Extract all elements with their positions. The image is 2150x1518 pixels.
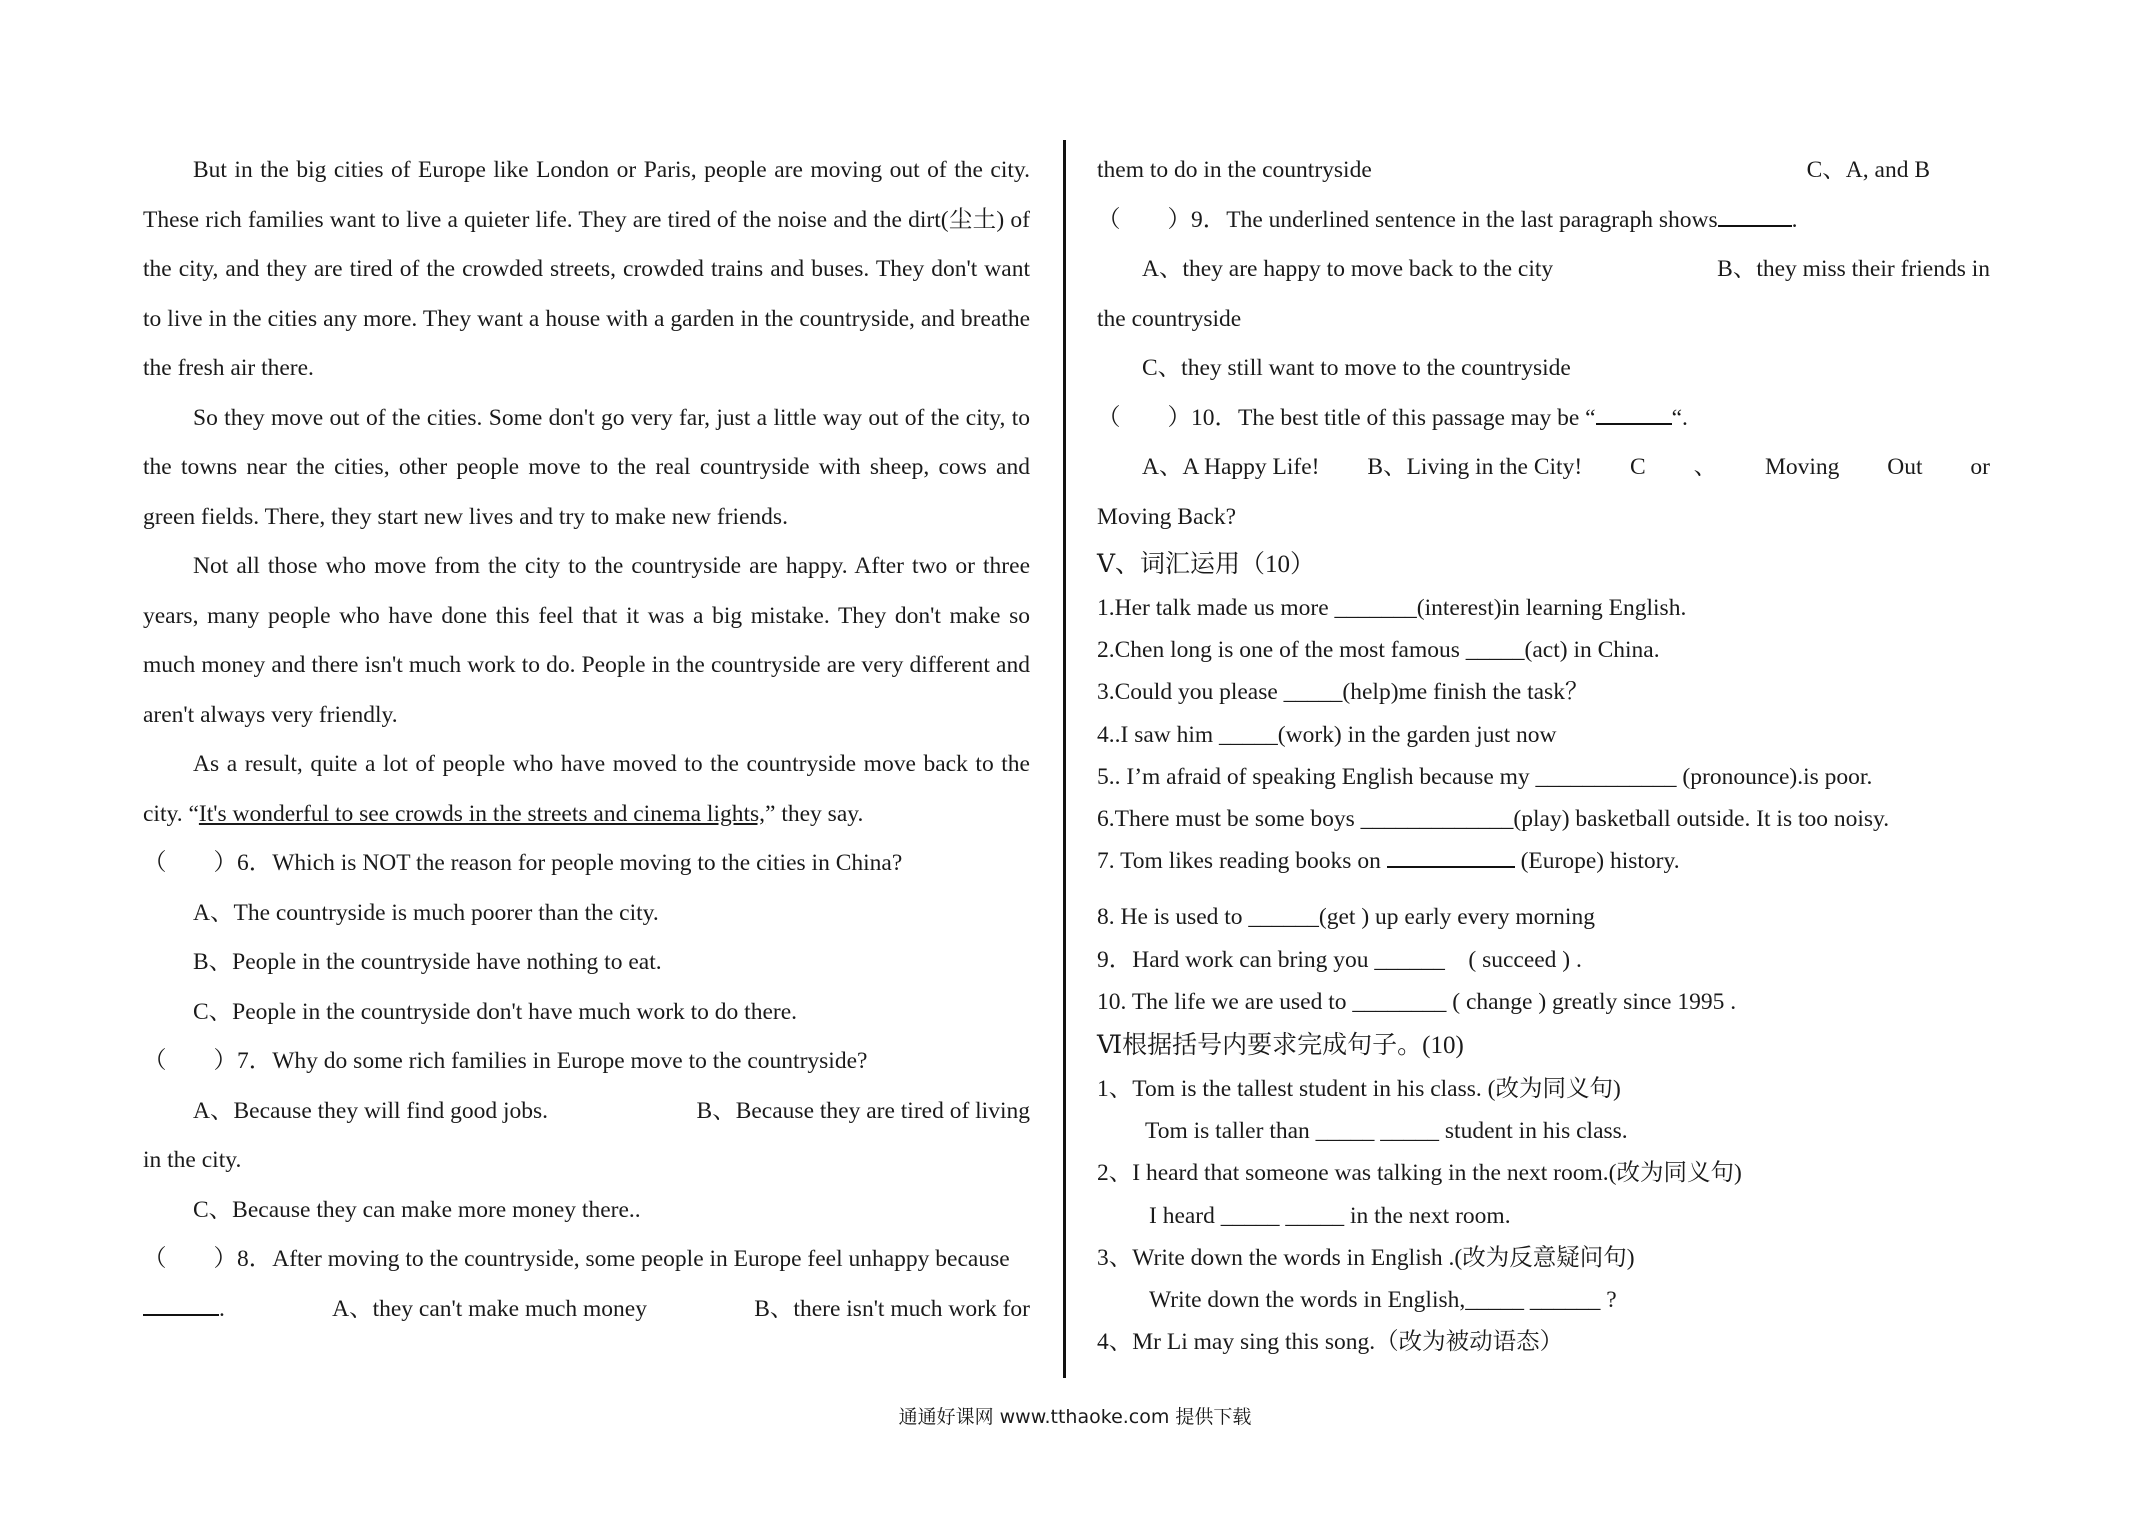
q10-option-b: B、Living in the City!	[1367, 454, 1583, 480]
q10-option-a: A、A Happy Life!	[1142, 454, 1320, 480]
vocab-item-8: 8. He is used to ______(get ) up early every morning	[1097, 904, 1595, 931]
right-column	[1097, 146, 1990, 1363]
section-5-title: Ⅴ、词汇运用（10）	[1097, 551, 1316, 578]
passage-paragraph-3: Not all those who move from the city to the countryside are happy. After two or three years, many people who have done this feel that it was a big mistake. They don't make so much money and there isn't much work to do. People in the countryside are very different and aren't always very friendly.	[143, 553, 1030, 728]
sentence-1-answer: Tom is taller than _____ _____ student in his class.	[1145, 1118, 1628, 1145]
passage-paragraph-1: But in the big cities of Europe like London or Paris, people are moving out of the city. These rich families want to live a quieter life. They are tired of the noise and the dirt(尘土) of the city, and they are tired of the crowded streets, crowded trains and buses. They don't want to live in the cities any more. They want a house with a garden in the countryside, and breathe the fresh air there.	[143, 157, 1030, 381]
vocab-item-9: 9．Hard work can bring you ______ ( succeed ) .	[1097, 946, 1582, 973]
sentence-4: 4、Mr Li may sing this song.（改为被动语态）	[1097, 1329, 1564, 1356]
sentence-1: 1、Tom is the tallest student in his class. (改为同义句)	[1097, 1076, 1621, 1103]
answer-blank	[143, 1294, 219, 1316]
question-9: （ ）9．The underlined sentence in the last paragraph shows .	[1097, 206, 1798, 233]
vocab-item-2: 2.Chen long is one of the most famous _____(act) in China.	[1097, 637, 1660, 664]
q8-option-b-continued: them to do in the countryside	[1097, 157, 1372, 183]
q6-option-a: A、The countryside is much poorer than the city.	[193, 899, 659, 926]
q7-option-a: A、Because they will find good jobs.	[193, 1097, 549, 1124]
q8-option-a: A、they can't make much money	[332, 1295, 647, 1322]
question-7: （ ）7．Why do some rich families in Europe move to the countryside?	[143, 1048, 868, 1074]
q9-option-c: C、they still want to move to the countryside	[1142, 355, 1571, 381]
sentence-3: 3、Write down the words in English .(改为反意疑问句)	[1097, 1244, 1635, 1271]
column-divider	[1063, 140, 1066, 1378]
vocab-item-3: 3.Could you please _____(help)me finish the task？	[1097, 679, 1589, 706]
sentence-2-answer: I heard _____ _____ in the next room.	[1149, 1202, 1511, 1229]
left-column	[143, 146, 1030, 1334]
q7-options-ab	[143, 1087, 1030, 1137]
vocab-item-1: 1.Her talk made us more _______(interest)in learning English.	[1097, 595, 1687, 621]
q9-option-b-continued: the countryside	[1097, 305, 1242, 332]
vocab-item-6: 6.There must be some boys _____________(play) basketball outside. It is too noisy.	[1097, 806, 1890, 833]
vocab-item-4: 4..I saw him _____(work) in the garden just now	[1097, 721, 1557, 748]
question-8: （ ）8．After moving to the countryside, some people in Europe feel unhappy because	[143, 1246, 1010, 1272]
vocab-item-7: 7. Tom likes reading books on (Europe) history.	[1097, 848, 1680, 875]
answer-blank	[1718, 205, 1792, 227]
q7-option-b: B、Because they are tired of living	[696, 1097, 1030, 1124]
q10-option-c-letter: C	[1630, 454, 1646, 480]
q8-options-ab: . A、they can't make much money B、there isn't much work for	[143, 1285, 1030, 1335]
q9-options-ab	[1097, 245, 1990, 295]
q8-continued	[1097, 146, 1990, 196]
vocab-item-10: 10. The life we are used to ________ ( change ) greatly since 1995 .	[1097, 988, 1737, 1015]
vocab-item-5: 5.. I’m afraid of speaking English because my ____________ (pronounce).is poor.	[1097, 763, 1873, 790]
sentence-2: 2、I heard that someone was talking in the next room.(改为同义句)	[1097, 1160, 1742, 1187]
q7-option-c: C、Because they can make more money there..	[193, 1196, 641, 1223]
q8-option-c: C、A, and B	[1806, 157, 1930, 183]
q10-option-c-continued: Moving Back?	[1097, 503, 1237, 530]
passage-paragraph-2: So they move out of the cities. Some don't go very far, just a little way out of the city, to the towns near the cities, other people move to the real countryside with sheep, cows and green fields. There, they start new lives and try to make new friends.	[143, 404, 1030, 530]
section-6-title: Ⅵ根据括号内要求完成句子。(10)	[1097, 1032, 1464, 1060]
q9-option-b: B、they miss their friends in	[1717, 256, 1990, 282]
sentence-3-answer: Write down the words in English,_____ ______ ?	[1149, 1287, 1617, 1314]
q10-options: A、A Happy Life! B、Living in the City! C 、 Moving Out or	[1097, 443, 1990, 493]
passage-paragraph-4: As a result, quite a lot of people who have moved to the countryside move back to the city. “It's wonderful to see crowds in the streets and cinema lights,” they say.	[143, 751, 1030, 827]
answer-blank	[1387, 846, 1515, 868]
q6-option-b: B、People in the countryside have nothing to eat.	[193, 949, 662, 975]
answer-blank	[1596, 403, 1672, 425]
q7-option-b-continued: in the city.	[143, 1147, 242, 1173]
q9-option-a: A、they are happy to move back to the city	[1142, 256, 1554, 282]
underlined-sentence: It's wonderful to see crowds in the streets and cinema lights,	[198, 800, 766, 827]
q8-option-b: B、there isn't much work for	[754, 1295, 1030, 1322]
q6-option-c: C、People in the countryside don't have much work to do there.	[193, 998, 798, 1025]
question-10: （ ）10．The best title of this passage may be “ “.	[1097, 404, 1688, 431]
footer-credit: 通通好课网 www.tthaoke.com 提供下载	[898, 1406, 1252, 1428]
question-6: （ ）6．Which is NOT the reason for people moving to the cities in China?	[143, 850, 903, 876]
